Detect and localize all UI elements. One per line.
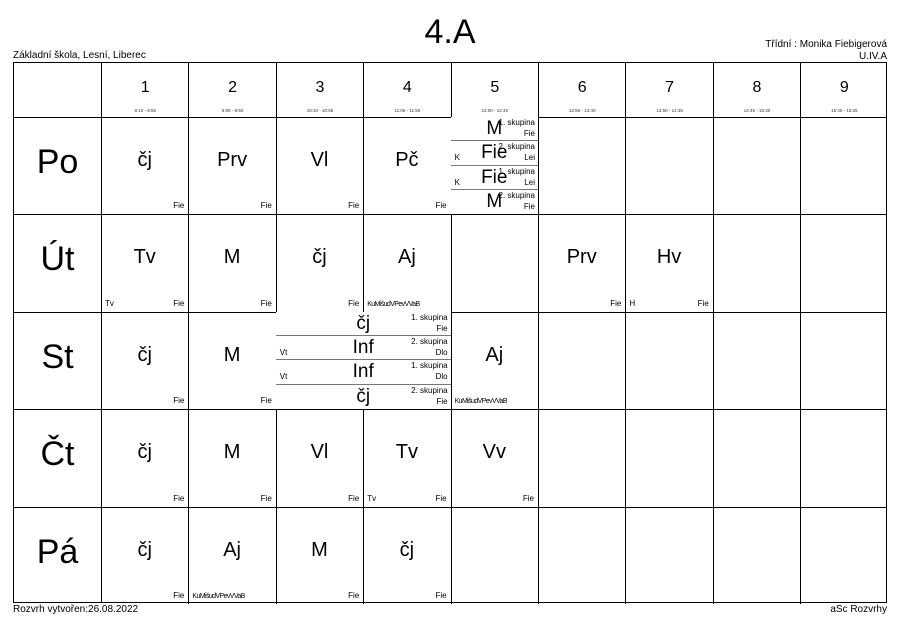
period-header-2	[188, 63, 275, 117]
lesson-subject: Vv	[482, 441, 506, 464]
period-number: 8	[752, 79, 762, 96]
lesson-subject: Aj	[485, 343, 504, 366]
column-divider	[625, 117, 626, 604]
lesson-subject: M	[311, 538, 328, 561]
lesson-cell[interactable]	[538, 214, 625, 311]
group-lesson-subject: Fie	[481, 166, 508, 188]
group-lesson-teacher: Lei	[524, 177, 535, 187]
lesson-cell[interactable]	[188, 117, 275, 214]
lesson-teacher: Fie	[173, 396, 185, 406]
column-divider	[538, 117, 539, 604]
lesson-subject: čj	[137, 149, 152, 171]
day-label-3: Čt	[40, 435, 75, 474]
group-label: 2. skupina	[411, 337, 448, 347]
lesson-subject: M	[223, 246, 241, 269]
lesson-cell[interactable]	[188, 214, 275, 311]
lesson-teacher: Fie	[435, 590, 447, 600]
lesson-teacher: Fie	[522, 493, 534, 503]
class-teacher: Třídní : Monika Fiebigerová	[765, 39, 887, 50]
lesson-cell[interactable]	[188, 409, 275, 506]
period-time: 11:05 - 11:50	[394, 108, 421, 113]
period-header-8	[713, 63, 800, 117]
period-number: 6	[577, 79, 587, 96]
day-label-1: Út	[40, 240, 75, 279]
period-time: 15:40 - 16:25	[831, 108, 858, 113]
lesson-subject: M	[223, 441, 241, 464]
lesson-room: H	[629, 298, 636, 308]
school-name: Základní škola, Lesní, Liberec	[13, 50, 146, 61]
lesson-teacher: Fie	[348, 201, 360, 211]
period-time: 8:10 - 8:55	[134, 108, 156, 113]
group-label: 1. skupina	[498, 166, 535, 176]
lesson-cell[interactable]	[101, 312, 188, 409]
lesson-subject: Prv	[217, 149, 248, 171]
period-header-1	[101, 63, 188, 117]
lesson-cell[interactable]	[276, 507, 363, 604]
period-number: 4	[402, 79, 412, 96]
group-lesson-teacher: Fie	[436, 323, 448, 333]
lesson-teacher: Fie	[260, 493, 272, 503]
group-lesson-room: K	[454, 177, 460, 187]
lesson-cell[interactable]	[188, 312, 275, 409]
group-lesson-room: K	[454, 153, 460, 163]
group-lesson-subject: čj	[356, 312, 371, 334]
lesson-cell[interactable]	[101, 507, 188, 604]
lesson-teacher: Fie	[610, 298, 622, 308]
lesson-group-label: KuMišudVPevVVaB	[454, 398, 507, 406]
lesson-subject: Aj	[397, 246, 416, 269]
lesson-cell[interactable]	[363, 409, 450, 506]
period-header-5	[451, 63, 538, 117]
column-divider	[800, 117, 801, 604]
timetable-title: 4.A	[424, 13, 476, 51]
lesson-subject: Prv	[566, 246, 597, 269]
lesson-cell[interactable]	[101, 214, 188, 311]
lesson-subject: M	[223, 343, 241, 366]
lesson-teacher: Fie	[173, 201, 185, 211]
group-lesson-subject: Inf	[352, 361, 374, 383]
period-time: 12:00 - 12:45	[481, 108, 509, 113]
group-lesson-room: Vt	[279, 348, 288, 358]
lesson-cell[interactable]	[363, 117, 450, 214]
lesson-teacher: Fie	[348, 590, 360, 600]
lesson-subject: Vl	[310, 149, 329, 171]
group-lesson-subject: čj	[356, 385, 371, 407]
lesson-subject: Pč	[395, 149, 419, 171]
lesson-subject: čj	[312, 246, 327, 269]
period-header-9	[800, 63, 887, 117]
group-lesson[interactable]	[276, 385, 451, 409]
period-time: 10:10 - 10:55	[306, 108, 334, 113]
created-date: Rozvrh vytvořen:26.08.2022	[13, 604, 139, 615]
brand-label: aSc Rozvrhy	[830, 604, 887, 615]
lesson-cell[interactable]	[188, 507, 275, 604]
group-lesson-subject: M	[486, 191, 503, 213]
lesson-cell[interactable]	[451, 409, 538, 506]
period-time: 13:50 - 14:35	[656, 108, 683, 113]
group-label: 2. skupina	[498, 191, 535, 201]
group-lesson[interactable]	[451, 190, 538, 214]
lesson-subject: Hv	[656, 246, 682, 269]
lesson-room: Tv	[367, 493, 377, 503]
day-label-2: St	[41, 337, 74, 376]
period-time: 9:05 - 9:50	[221, 108, 244, 113]
period-header-3	[276, 63, 363, 117]
period-header-7	[625, 63, 712, 117]
lesson-teacher: Fie	[260, 298, 272, 308]
lesson-subject: Tv	[395, 441, 418, 464]
period-number: 1	[140, 79, 150, 96]
group-lesson-teacher: Dlo	[435, 348, 448, 358]
group-lesson[interactable]	[451, 166, 538, 190]
lesson-cell[interactable]	[451, 312, 538, 409]
group-lesson[interactable]	[451, 141, 538, 165]
group-lesson[interactable]	[276, 360, 451, 384]
lesson-cell[interactable]	[101, 409, 188, 506]
lesson-teacher: Fie	[173, 298, 185, 308]
lesson-cell[interactable]	[276, 214, 363, 311]
split-lesson-cell[interactable]	[451, 117, 538, 214]
period-header-6	[538, 63, 625, 117]
group-lesson-subject: Fie	[481, 142, 508, 164]
lesson-subject: Tv	[133, 246, 156, 269]
split-lesson-cell[interactable]	[276, 312, 451, 409]
lesson-teacher: Fie	[348, 298, 360, 308]
period-number: 2	[228, 79, 238, 96]
group-lesson-room: Vt	[279, 372, 288, 382]
day-label-0: Po	[36, 143, 79, 181]
lesson-room: Tv	[105, 298, 114, 308]
lesson-teacher: Fie	[697, 298, 709, 308]
group-lesson-teacher: Dlo	[435, 372, 448, 382]
lesson-subject: čj	[137, 343, 152, 366]
timetable-grid	[13, 62, 887, 603]
lesson-teacher: Fie	[348, 493, 360, 503]
group-label: 1. skupina	[411, 361, 448, 371]
period-time: 14:45 - 15:30	[743, 108, 771, 113]
lesson-teacher: Fie	[260, 396, 272, 406]
lesson-cell[interactable]	[101, 117, 188, 214]
group-lesson-teacher: Lei	[524, 153, 535, 163]
period-time: 12:55 - 13:40	[568, 108, 596, 113]
lesson-group-label: KuMišudVPevVVaB	[192, 592, 245, 600]
lesson-subject: čj	[137, 538, 152, 561]
lesson-subject: čj	[137, 441, 152, 464]
group-lesson[interactable]	[451, 117, 538, 141]
group-lesson-teacher: Fie	[523, 202, 535, 212]
lesson-teacher: Fie	[173, 590, 185, 600]
class-code: U.IV.A	[859, 51, 887, 62]
group-lesson[interactable]	[276, 312, 451, 336]
group-label: 2. skupina	[411, 385, 448, 395]
lesson-group-label: KuMišudVPevVVaB	[367, 300, 420, 308]
lesson-cell[interactable]	[363, 507, 450, 604]
lesson-cell[interactable]	[625, 214, 712, 311]
group-label: 2. skupina	[498, 142, 535, 152]
column-divider	[713, 117, 714, 604]
group-lesson-subject: Inf	[352, 337, 374, 359]
period-number: 5	[490, 79, 500, 96]
lesson-teacher: Fie	[435, 201, 447, 211]
group-lesson-subject: M	[486, 118, 503, 139]
group-lesson[interactable]	[276, 336, 451, 360]
group-lesson-teacher: Fie	[523, 129, 535, 138]
lesson-cell[interactable]	[276, 409, 363, 506]
period-number: 9	[839, 79, 849, 96]
group-label: 1. skupina	[498, 118, 535, 127]
lesson-subject: čj	[399, 538, 415, 561]
period-number: 7	[665, 79, 675, 96]
period-number: 3	[315, 79, 325, 96]
group-lesson-teacher: Fie	[436, 396, 448, 406]
lesson-cell[interactable]	[363, 214, 450, 311]
group-label: 1. skupina	[411, 312, 448, 322]
period-header-4	[363, 63, 450, 117]
lesson-subject: Aj	[223, 538, 241, 561]
lesson-cell[interactable]	[276, 117, 363, 214]
lesson-teacher: Fie	[173, 493, 185, 503]
lesson-teacher: Fie	[260, 201, 272, 211]
lesson-subject: Vl	[310, 441, 329, 464]
lesson-teacher: Fie	[435, 493, 447, 503]
day-label-4: Pá	[36, 532, 79, 571]
